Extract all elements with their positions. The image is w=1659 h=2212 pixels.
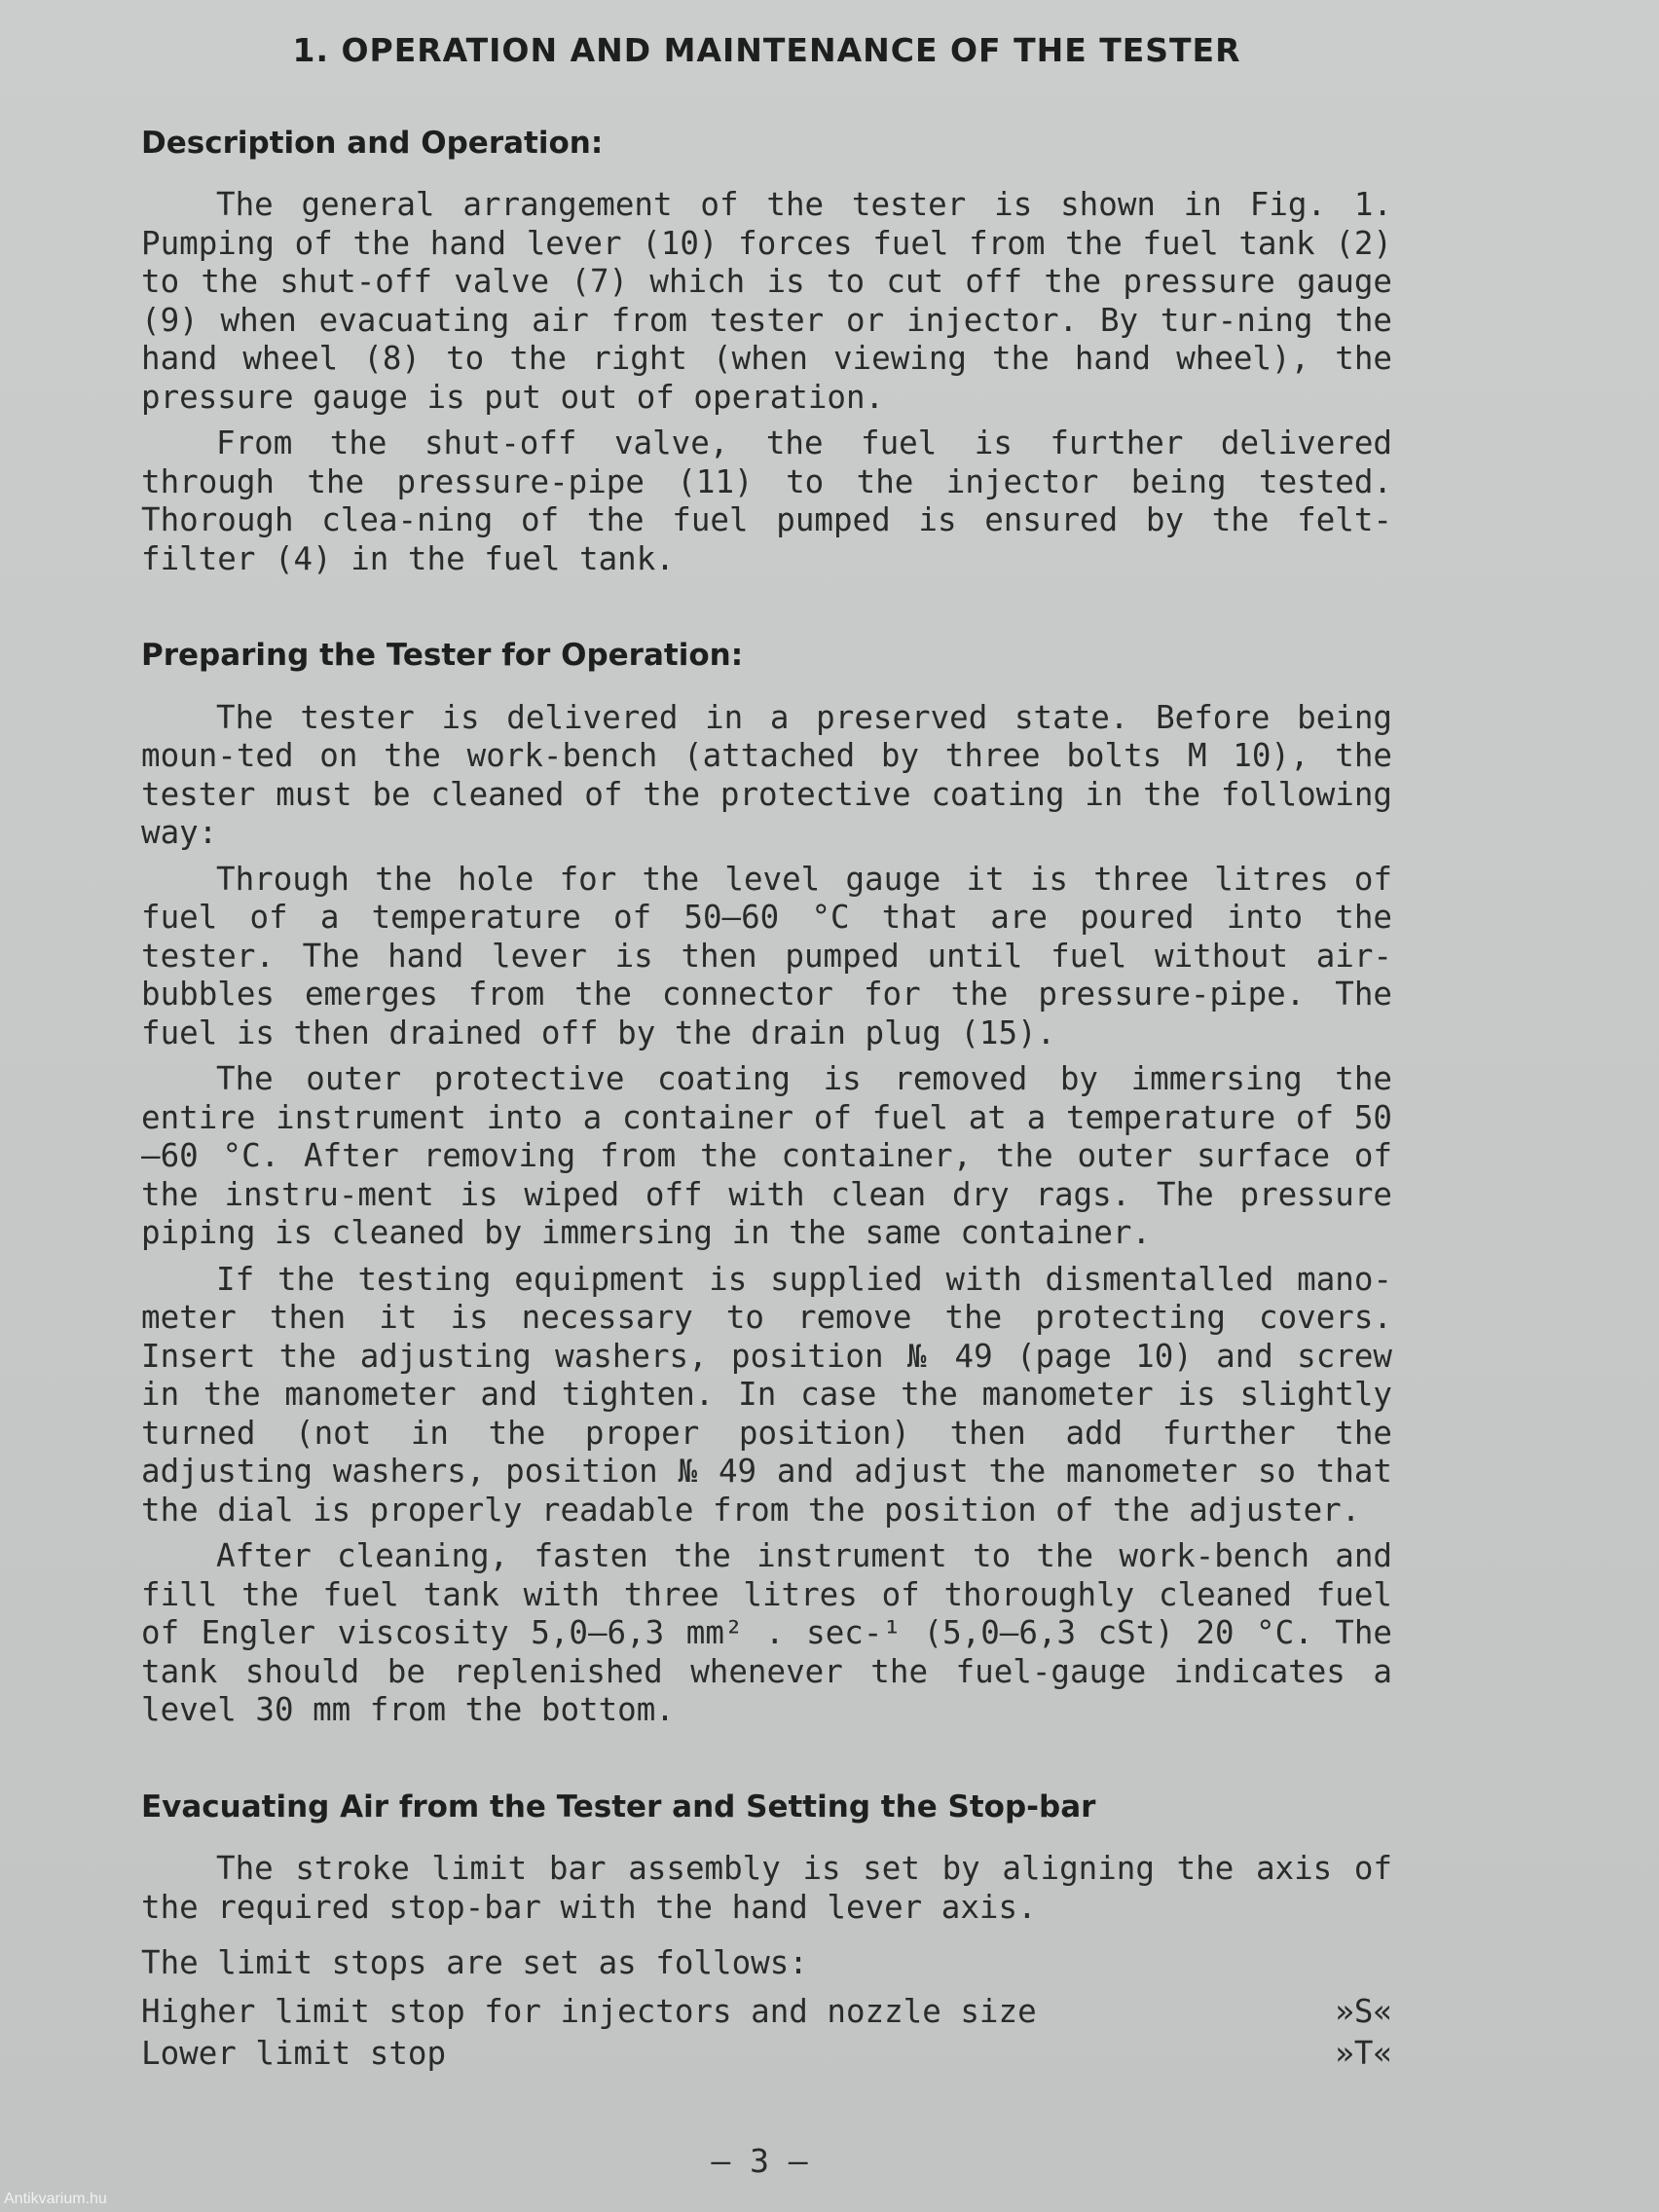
page-content [141,29,1392,2074]
limit-label: Lower limit stop [141,2035,447,2072]
limit-row-higher [141,1993,1392,2032]
paragraph: From the shut-off valve, the fuel is further delivered through the pressure-pipe (11) to the injector being tested. Thorough clea-ning of the fuel pumped is ensured by the felt-filter (4) in the fuel tank. [141,424,1392,577]
section-heading: Preparing the Tester for Operation: [141,638,744,673]
limit-value: »S« [1335,1992,1392,2030]
limit-value: »T« [1335,2035,1392,2072]
paragraph: The tester is delivered in a preserved state. Before being moun-ted on the work-bench (attached by three bolts M 10), the tester must be cleaned of the protective coating in the following way: [141,698,1392,851]
paragraph: Through the hole for the level gauge it is three litres of fuel of a temperature of 50—60 °C that are poured into the tester. The hand lever is then pumped until fuel without air-bubbles emerges from the connector for the pressure-pipe. The fuel is then drained off by the drain plug (15). [141,860,1392,1051]
paragraph: The stroke limit bar assembly is set by aligning the axis of the required stop-bar with the hand lever axis. [141,1850,1392,1926]
limit-label: Higher limit stop for injectors and nozzle size [141,1992,1037,2030]
limit-row-lower [141,2035,1392,2074]
page-title: 1. OPERATION AND MAINTENANCE OF THE TESTER [292,31,1241,69]
watermark: Antikvarium.hu [4,2191,107,2207]
paragraph: If the testing equipment is supplied with dismentalled mano-meter then it is necessary to remove the protecting covers. Insert the adjusting washers, position № 49 (page 10) and screw in the manometer and tighten. In case the manometer is slightly turned (not in the proper position) then add further the adjusting washers, position № 49 and adjust the manometer so that the dial is properly readable from the position of the adjuster. [141,1260,1392,1529]
paragraph: After cleaning, fasten the instrument to the work-bench and fill the fuel tank with three litres of thoroughly cleaned fuel of Engler viscosity 5,0—6,3 mm² . sec-¹ (5,0—6,3 cSt) 20 °C. The tank should be replenished whenever the fuel-gauge indicates a level 30 mm from the bottom. [141,1537,1392,1728]
page-number: — 3 — [711,2142,808,2180]
section-heading: Description and Operation: [141,125,604,161]
limit-stops-intro: The limit stops are set as follows: [141,1944,808,1981]
section-preparing-tester [141,637,1392,1730]
section-evacuating-air [141,1788,1392,2074]
section-heading: Evacuating Air from the Tester and Setting the Stop-bar [141,1788,1096,1825]
section-description-operation [141,125,1392,579]
limit-stops-list [141,1993,1392,2074]
paragraph: The general arrangement of the tester is shown in Fig. 1. Pumping of the hand lever (10) forces fuel from the fuel tank (2) to the shut-off valve (7) which is to cut off the pressure gauge (9) when evacuating air from tester or injector. By tur-ning the hand wheel (8) to the right (when viewing the hand wheel), the pressure gauge is put out of operation. [141,186,1392,416]
paragraph: The outer protective coating is removed by immersing the entire instrument into a container of fuel at a temperature of 50—60 °C. After removing from the container, the outer surface of the instru-ment is wiped off with clean dry rags. The pressure piping is cleaned by immersing in the same container. [141,1060,1392,1251]
